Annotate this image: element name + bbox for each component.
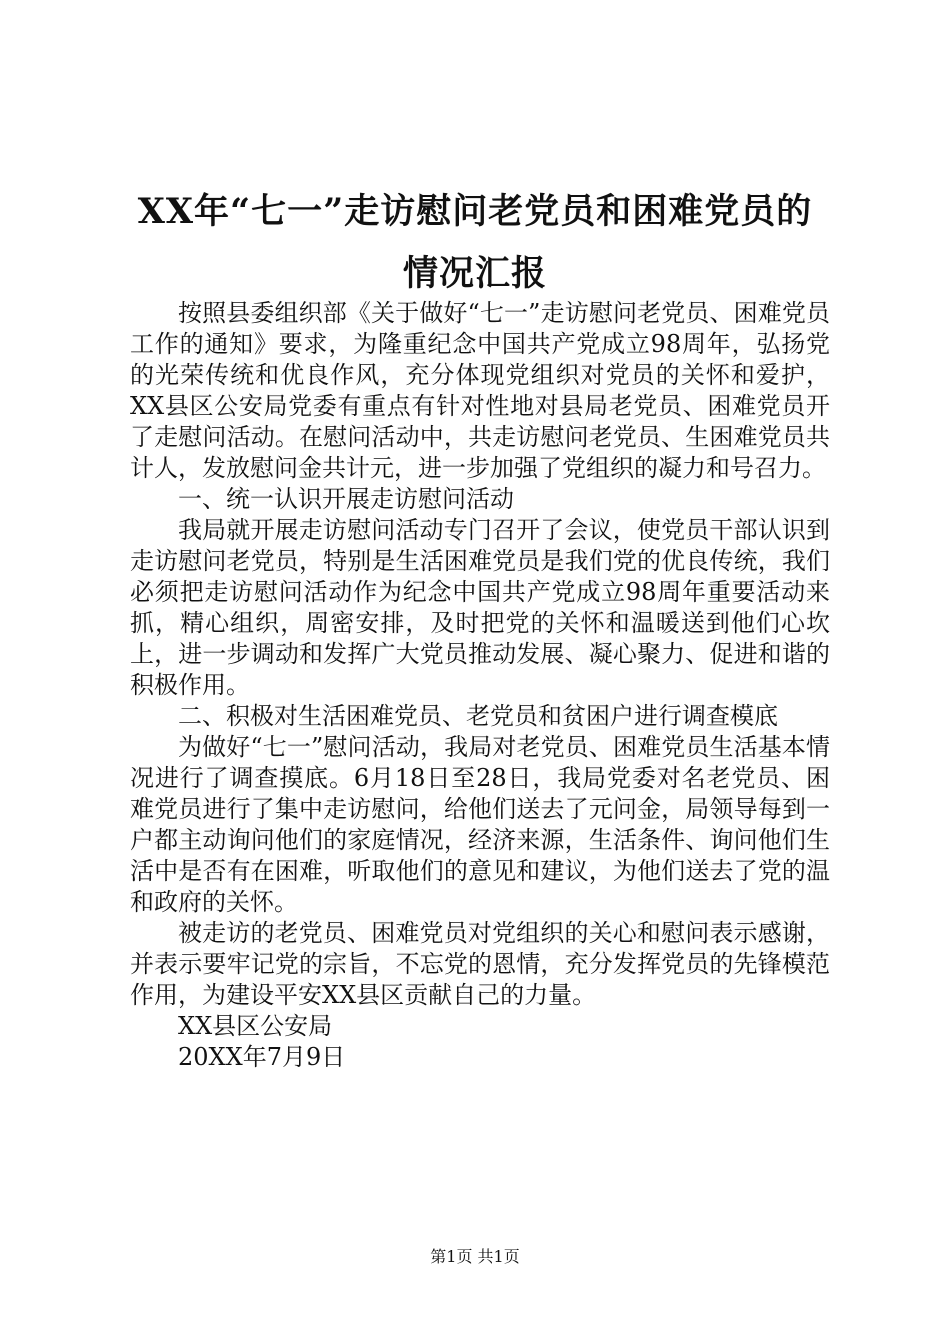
section-2-paragraph: 为做好“七一”慰问活动，我局对老党员、困难党员生活基本情况进行了调查摸底。6月18日至28日，我局党委对名老党员、困难党员进行了集中走访慰问，给他们送去了元问金，局领导每到一户都主动询问他们的家庭情况，经济来源，生活条件、询问他们生活中是否有在困难，听取他们的意见和建议，为他们送去了党的温和政府的关怀。	[130, 733, 830, 916]
intro-paragraph: 按照县委组织部《关于做好“七一”走访慰问老党员、困难党员工作的通知》要求，为隆重纪念中国共产党成立98周年，弘扬党的光荣传统和优良作风，充分体现党组织对党员的关怀和爱护，XX县区公安局党委有重点有针对性地对县局老党员、困难党员开了走慰问活动。在慰问活动中，共走访慰问老党员、生困难党员共计人，发放慰问金共计元，进一步加强了党组织的凝力和号召力。	[130, 299, 830, 482]
section-heading-1: 一、统一认识开展走访慰问活动	[178, 485, 514, 513]
page-footer: 第1页 共1页	[430, 1247, 520, 1266]
signature-date: 20XX年7月9日	[178, 1043, 346, 1071]
signature-organization: XX县区公安局	[178, 1012, 333, 1040]
document-title-line-1: XX年“七一”走访慰问老党员和困难党员的	[137, 191, 813, 232]
document-body	[130, 298, 830, 1073]
document-title-line-2: 情况汇报	[402, 253, 547, 294]
section-heading-2: 二、积极对生活困难党员、老党员和贫困户进行调查模底	[178, 702, 778, 730]
section-1-paragraph: 我局就开展走访慰问活动专门召开了会议，使党员干部认识到走访慰问老党员，特别是生活困难党员是我们党的优良传统，我们必须把走访慰问活动作为纪念中国共产党成立98周年重要活动来抓，精心组织，周密安排，及时把党的关怀和温暖送到他们心坎上，进一步调动和发挥广大党员推动发展、凝心聚力、促进和谐的积极作用。	[130, 516, 830, 699]
closing-paragraph: 被走访的老党员、困难党员对党组织的关心和慰问表示感谢，并表示要牢记党的宗旨，不忘党的恩情，充分发挥党员的先锋模范作用，为建设平安XX县区贡献自己的力量。	[130, 919, 830, 1009]
